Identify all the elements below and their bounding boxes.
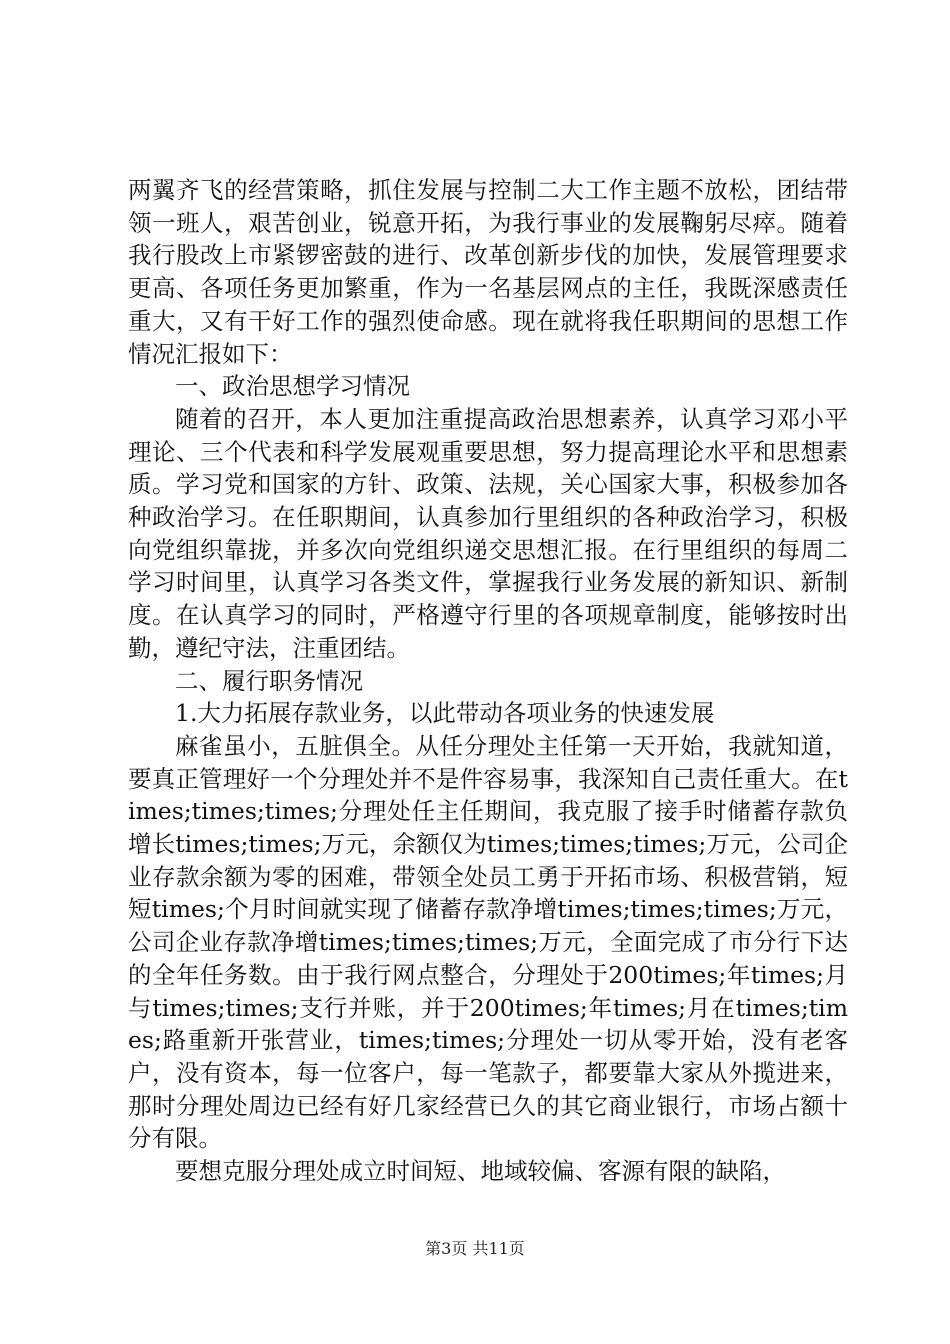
paragraph-intro: 两翼齐飞的经营策略，抓住发展与控制二大工作主题不放松，团结带领一班人，艰苦创业，锐意开拓，为我行事业的发展鞠躬尽瘁。随着我行股改上市紧锣密鼓的进行、改革创新步伐的加快，发展管理要求更高、各项任务更加繁重，作为一名基层网点的主任，我既深感责任重大，又有干好工作的强烈使命感。现在就将我任职期间的思想工作情况汇报如下： (128, 176, 848, 368)
paragraph-deposits: 麻雀虽小，五脏俱全。从任分理处主任第一天开始，我就知道，要真正管理好一个分理处并不是件容易事，我深知自己责任重大。在times;times;times;分理处任主任期间，我克服了接手时储蓄存款负增长times;times;万元，余额仅为times;times;times;万元，公司企业存款余额为零的困难，带领全处员工勇于开拓市场、积极营销，短短times;个月时间就实现了储蓄存款净增times;times;times;万元，公司企业存款净增times;times;times;万元，全面完成了市分行下达的全年任务数。由于我行网点整合，分理处于200times;年times;月与times;times;支行并账，并于200times;年times;月在times;times;路重新开张营业，times;times;分理处一切从零开始，没有老客户，没有资本，每一位客户，每一笔款子，都要靠大家从外揽进来，那时分理处周边已经有好几家经营已久的其它商业银行，市场占额十分有限。 (128, 731, 848, 1153)
page-number-footer: 第3页 共11页 (425, 1239, 525, 1258)
paragraph-continued: 要想克服分理处成立时间短、地域较偏、客源有限的缺陷， (175, 1157, 786, 1186)
document-body (128, 174, 848, 1188)
paragraph-political-study: 随着的召开，本人更加注重提高政治思想素养，认真学习邓小平理论、三个代表和科学发展观重要思想，努力提高理论水平和思想素质。学习党和国家的方针、政策、法规，关心国家大事，积极参加各种政治学习。在任职期间，认真参加行里组织的各种政治学习，积极向党组织靠拢，并多次向党组织递交思想汇报。在行里组织的每周二学习时间里，认真学习各类文件，掌握我行业务发展的新知识、新制度。在认真学习的同时，严格遵守行里的各项规章制度，能够按时出勤，遵纪守法，注重团结。 (128, 404, 848, 662)
subsection-heading-deposits: 1.大力拓展存款业务，以此带动各项业务的快速发展 (175, 699, 715, 728)
section-heading-duties: 二、履行职务情况 (175, 666, 363, 695)
section-heading-political-study: 一、政治思想学习情况 (175, 372, 410, 401)
